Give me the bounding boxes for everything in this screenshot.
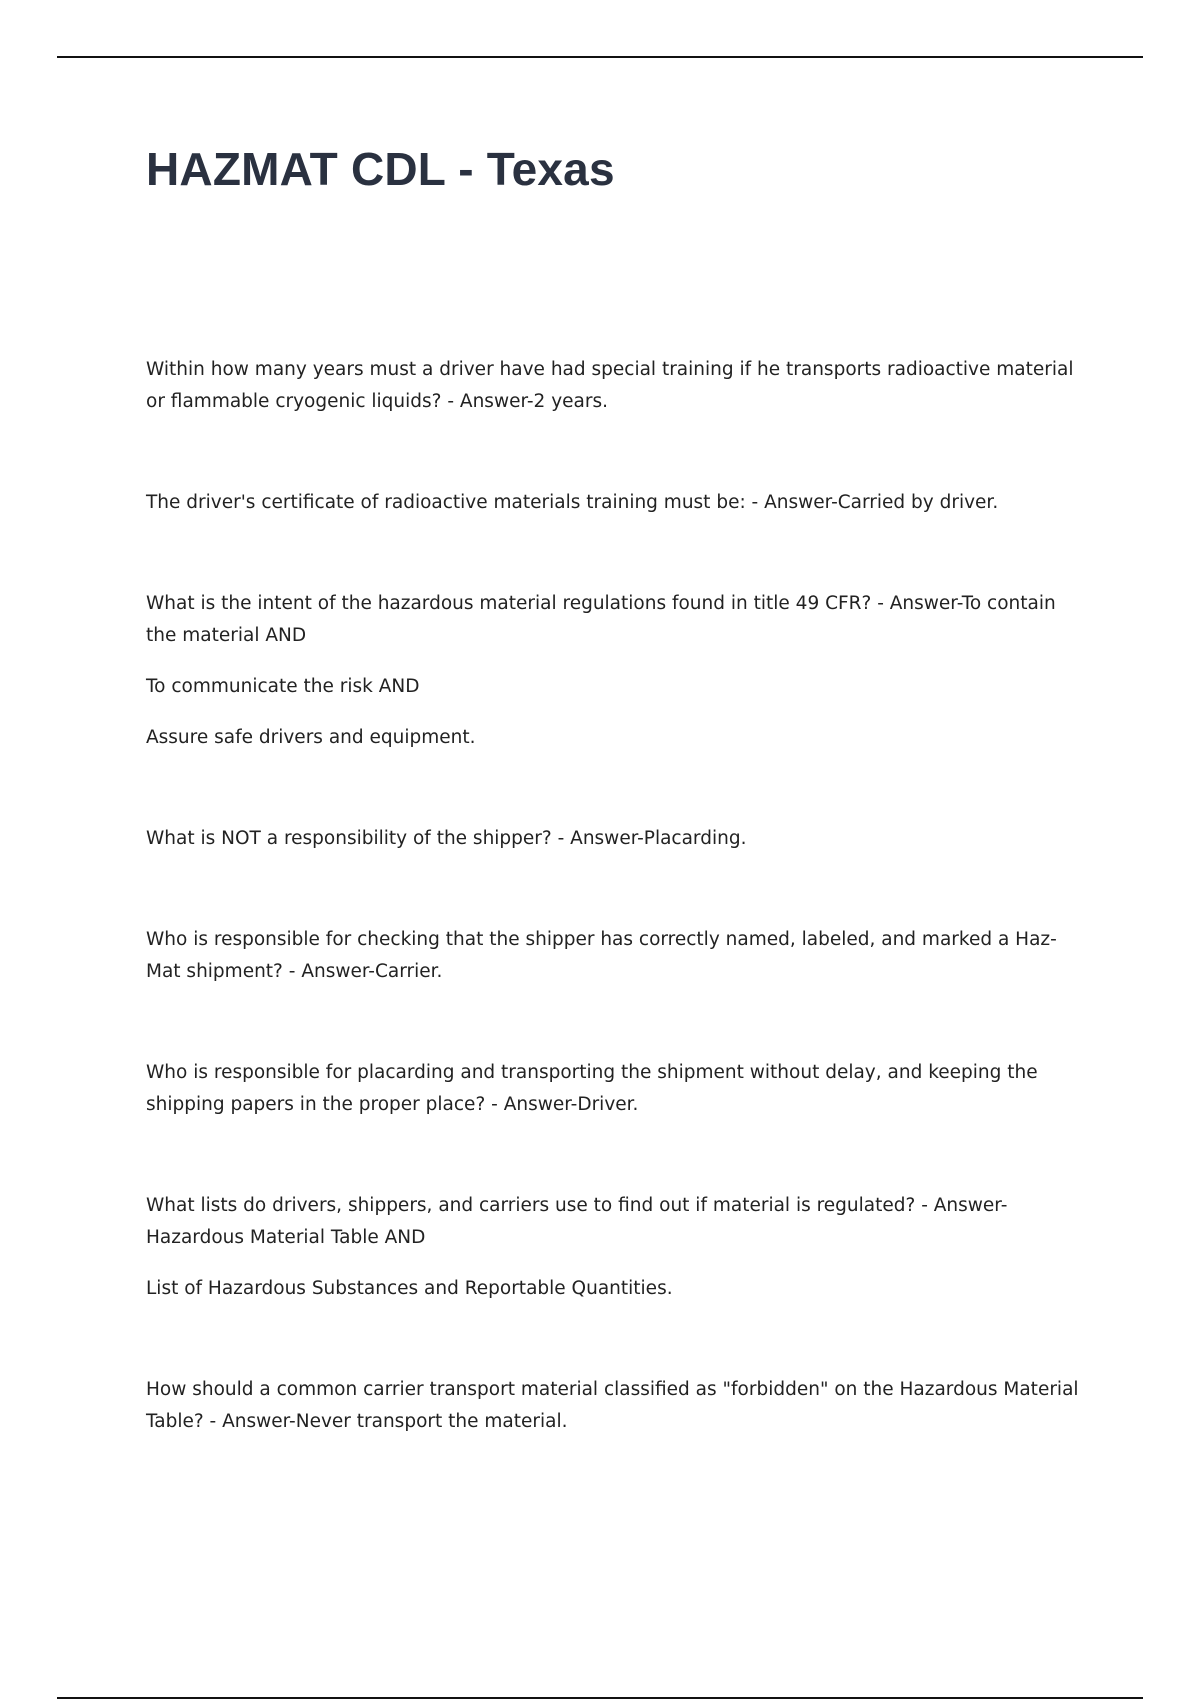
qa-paragraph: List of Hazardous Substances and Reportable Quantities. (146, 1278, 673, 1299)
document-title: HAZMAT CDL - Texas (146, 143, 615, 195)
qa-paragraph: What lists do drivers, shippers, and carriers use to find out if material is regulated? - Answer-Hazardous Material Table AND (146, 1195, 1008, 1248)
qa-item (146, 823, 1086, 855)
qa-paragraph: How should a common carrier transport material classified as "forbidden" on the Hazardous Material Table? - Answer-Never transport the material. (146, 1379, 1079, 1432)
qa-item (146, 1190, 1086, 1305)
qa-item (146, 1374, 1086, 1438)
qa-paragraph: What is the intent of the hazardous material regulations found in title 49 CFR? - Answer-To contain the material AND (146, 593, 1056, 646)
qa-list (146, 354, 1086, 1507)
qa-paragraph: To communicate the risk AND (146, 676, 420, 697)
qa-item (146, 354, 1086, 418)
qa-paragraph: What is NOT a responsibility of the shipper? - Answer-Placarding. (146, 828, 747, 849)
qa-paragraph: Who is responsible for placarding and transporting the shipment without delay, and keeping the shipping papers in the proper place? - Answer-Driver. (146, 1062, 1038, 1115)
qa-item (146, 1057, 1086, 1121)
qa-item (146, 924, 1086, 988)
top-rule (57, 56, 1143, 58)
qa-paragraph: Within how many years must a driver have had special training if he transports radioactive material or flammable cryogenic liquids? - Answer-2 years. (146, 359, 1074, 412)
qa-paragraph: Assure safe drivers and equipment. (146, 727, 476, 748)
qa-item (146, 487, 1086, 519)
bottom-rule (57, 1697, 1143, 1699)
qa-paragraph: Who is responsible for checking that the shipper has correctly named, labeled, and marked a Haz-Mat shipment? - Answer-Carrier. (146, 929, 1057, 982)
qa-item (146, 588, 1086, 754)
qa-paragraph: The driver's certificate of radioactive materials training must be: - Answer-Carried by driver. (146, 492, 999, 513)
